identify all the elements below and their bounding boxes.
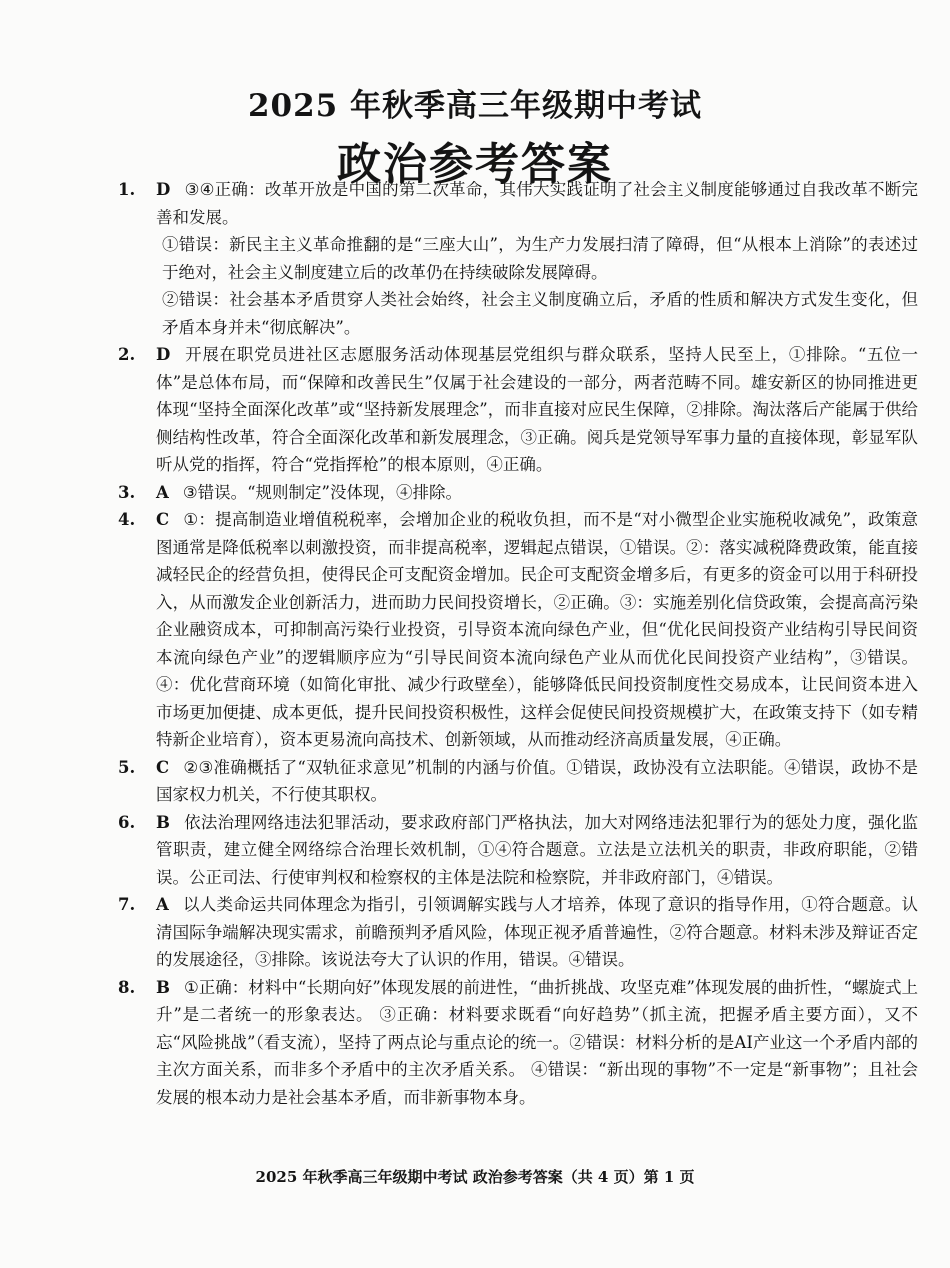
answer-choice: A <box>156 895 169 914</box>
answer-paragraph <box>156 479 918 507</box>
answer-choice: D <box>156 345 171 364</box>
question-number: 7. <box>118 895 136 914</box>
answer-paragraph <box>156 176 918 231</box>
answer-explanation: ②③准确概括了“双轨征求意见”机制的内涵与价值。①错误，政协没有立法职能。④错误，政协不是国家权力机关，不行使其职权。 <box>156 757 918 804</box>
exam-title: 2025 年秋季高三年级期中考试 <box>247 88 703 124</box>
answer-choice: A <box>156 482 169 502</box>
answer-explanation: ①：提高制造业增值税税率，会增加企业的税收负担，而不是“对小微型企业实施税收减免”，政策意图通常是降低税率以刺激投资，而非提高税率，逻辑起点错误，①错误。②：落实减税降费政策，能直接减轻民企的经营负担，使得民企可支配资金增加。民企可支配资金增多后，有更多的资金可以用于科研投入，从而激发企业创新活力，进而助力民间投资增长，②正确。③：实施差别化信贷政策，会提高高污染企业融资成本，可抑制高污染行业投资，引导资本流向绿色产业，但“优化民间投资产业结构引导民间资本流向绿色产业”的逻辑顺序应为“引导民间资本流向绿色产业从而优化民间投资产业结构”，③错误。 ④：优化营商环境（如简化审批、减少行政壁垒），能够降低民间投资制度性交易成本，让民间资本进入市场更加便捷、成本更低，提升民间投资积极性，这样会促使民间投资规模扩大，在政策支持下（如专精特新企业培育），资本更易流向高技术、创新领域，从而推动经济高质量发展，④正确。 <box>156 510 918 749</box>
answer-paragraph <box>156 809 918 892</box>
answer-explanation: 开展在职党员进社区志愿服务活动体现基层党组织与群众联系，坚持人民至上，①排除。“五位一体”是总体布局，而“保障和改善民生”仅属于社会建设的一部分，两者范畴不同。雄安新区的协同推进更体现“坚持全面深化改革”或“坚持新发展理念”，而非直接对应民生保障，②排除。淘汰落后产能属于供给侧结构性改革，符合全面深化改革和新发展理念，③正确。阅兵是党领导军事力量的直接体现，彰显军队听从党的指挥，符合“党指挥枪”的根本原则，④正确。 <box>156 345 918 474</box>
question-number: 4. <box>118 510 136 529</box>
answer-choice: C <box>156 510 170 529</box>
answer-choice: C <box>156 757 170 777</box>
answer-explanation: 依法治理网络违法犯罪活动，要求政府部门严格执法，加大对网络违法犯罪行为的惩处力度，强化监管职责，建立健全网络综合治理长效机制，①④符合题意。立法是立法机关的职责，非政府职能，②错误。公正司法、行使审判权和检察权的主体是法院和检察院，并非政府部门，④错误。 <box>156 812 918 887</box>
answer-paragraph <box>156 974 918 1112</box>
answer-list <box>118 176 918 1111</box>
answer-choice: B <box>156 977 170 997</box>
answer-explanation: 以人类命运共同体理念为指引，引领调解实践与人才培养，体现了意识的指导作用，①符合题意。认清国际争端解决现实需求，前瞻预判矛盾风险，体现正视矛盾普遍性，②符合题意。材料未涉及辩证否定的发展途径，③排除。该说法夸大了认识的作用，错误。④错误。 <box>156 895 918 969</box>
answer-item <box>118 506 918 754</box>
question-number: 6. <box>118 812 136 832</box>
question-number: 5. <box>118 757 136 777</box>
answer-item <box>118 809 918 892</box>
answer-item <box>118 341 918 479</box>
answer-paragraph <box>156 506 918 754</box>
answer-explanation: ③错误。“规则制定”没体现，④排除。 <box>182 482 462 502</box>
answer-item <box>118 891 918 974</box>
question-number: 8. <box>118 977 136 997</box>
answer-choice: D <box>156 180 171 199</box>
answer-paragraph <box>156 891 918 974</box>
answer-explanation: ①正确：材料中“长期向好”体现发展的前进性，“曲折挑战、攻坚克难”体现发展的曲折性，“螺旋式上升”是二者统一的形象表达。 ③正确：材料要求既看“向好趋势”（抓主流，把握矛盾主要方面），又不忘“风险挑战”（看支流），坚持了两点论与重点论的统一。②错误：材料分析的是AI产业这一个矛盾内部的主次方面关系，而非多个矛盾中的主次矛盾关系。 ④错误：“新出现的事物”不一定是“新事物”；且社会发展的根本动力是社会基本矛盾，而非新事物本身。 <box>156 977 918 1107</box>
answer-item <box>118 974 918 1112</box>
question-number: 3. <box>118 482 136 502</box>
answer-choice: B <box>156 812 170 832</box>
page-title: 政治参考答案 <box>337 139 613 190</box>
answer-item <box>118 176 918 341</box>
answer-item <box>118 754 918 809</box>
answer-explanation: ③④正确：改革开放是中国的第二次革命，其伟大实践证明了社会主义制度能够通过自我改革不断完善和发展。 <box>156 180 918 227</box>
page-footer: 2025 年秋季高三年级期中考试 政治参考答案（共 4 页）第 1 页 <box>255 1168 695 1186</box>
answer-note: ②错误：社会基本矛盾贯穿人类社会始终，社会主义制度确立后，矛盾的性质和解决方式发生变化，但矛盾本身并未“彻底解决”。 <box>162 290 918 337</box>
answer-paragraph <box>156 754 918 809</box>
answer-item <box>118 479 918 507</box>
question-number: 1. <box>118 180 136 199</box>
question-number: 2. <box>118 345 136 364</box>
answer-note: ①错误：新民主主义革命推翻的是“三座大山”，为生产力发展扫清了障碍，但“从根本上消除”的表述过于绝对，社会主义制度建立后的改革仍在持续破除发展障碍。 <box>162 235 918 282</box>
answer-paragraph <box>156 341 918 479</box>
